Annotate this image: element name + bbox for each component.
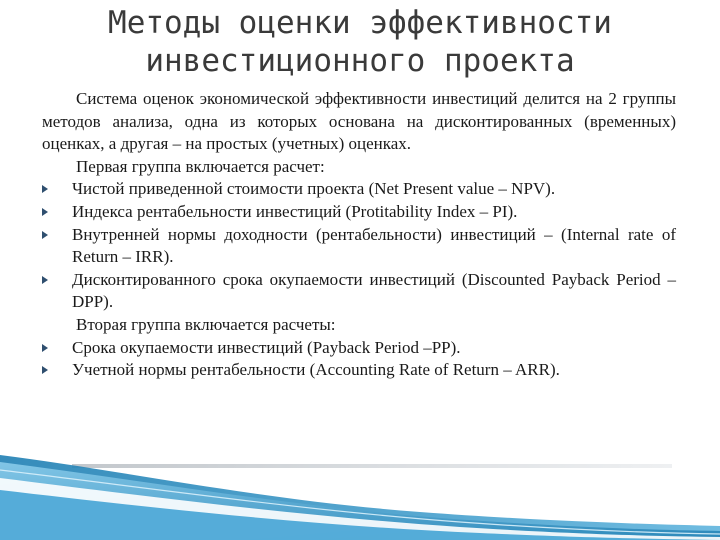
list-item-text: Учетной нормы рентабельности (Accounting Rate of Return – ARR). xyxy=(72,360,560,380)
group-1-heading: Первая группа включается расчет: xyxy=(76,156,325,176)
list-item-text: Срока окупаемости инвестиций (Payback Period –PP). xyxy=(72,337,461,357)
bullet-arrow-icon xyxy=(42,276,48,284)
cut-off-text-line xyxy=(72,464,672,468)
slide-body xyxy=(42,88,676,382)
intro-paragraph: Система оценок экономической эффективности инвестиций делится на 2 группы методов анализа, одна из которых основана на дисконтированных (временных) оценках, а другая – на простых (учетных) оценках. xyxy=(42,89,676,154)
slide-title xyxy=(0,4,720,80)
group-2-heading: Вторая группа включается расчеты: xyxy=(76,314,336,334)
wave-band-white xyxy=(0,478,720,540)
list-item-irr xyxy=(42,224,676,269)
list-item-pi xyxy=(42,201,676,224)
bullet-arrow-icon xyxy=(42,366,48,374)
list-item-text: Дисконтированного срока окупаемости инвестиций (Discounted Payback Period – DPP). xyxy=(72,269,676,312)
bullet-arrow-icon xyxy=(42,208,48,216)
list-item-text: Внутренней нормы доходности (рентабельности) инвестиций – (Internal rate of Return – IRR). xyxy=(72,224,676,267)
wave-band-light xyxy=(0,462,720,540)
list-item-text: Индекса рентабельности инвестиций (Protitability Index – PI). xyxy=(72,201,518,221)
wave-highlight-line xyxy=(0,470,720,534)
list-item-arr xyxy=(42,359,676,382)
list-item-dpp xyxy=(42,269,676,314)
list-item-pp xyxy=(42,337,676,360)
list-item-npv xyxy=(42,178,676,201)
bullet-arrow-icon xyxy=(42,185,48,193)
slide-title-line-2: инвестиционного проекта xyxy=(145,43,575,79)
wave-band-bottom xyxy=(0,490,720,540)
list-item-text: Чистой приведенной стоимости проекта (Net Present value – NPV). xyxy=(72,179,556,199)
slide-title-line-1: Методы оценки эффективности xyxy=(108,5,612,41)
bullet-arrow-icon xyxy=(42,231,48,239)
bullet-arrow-icon xyxy=(42,344,48,352)
